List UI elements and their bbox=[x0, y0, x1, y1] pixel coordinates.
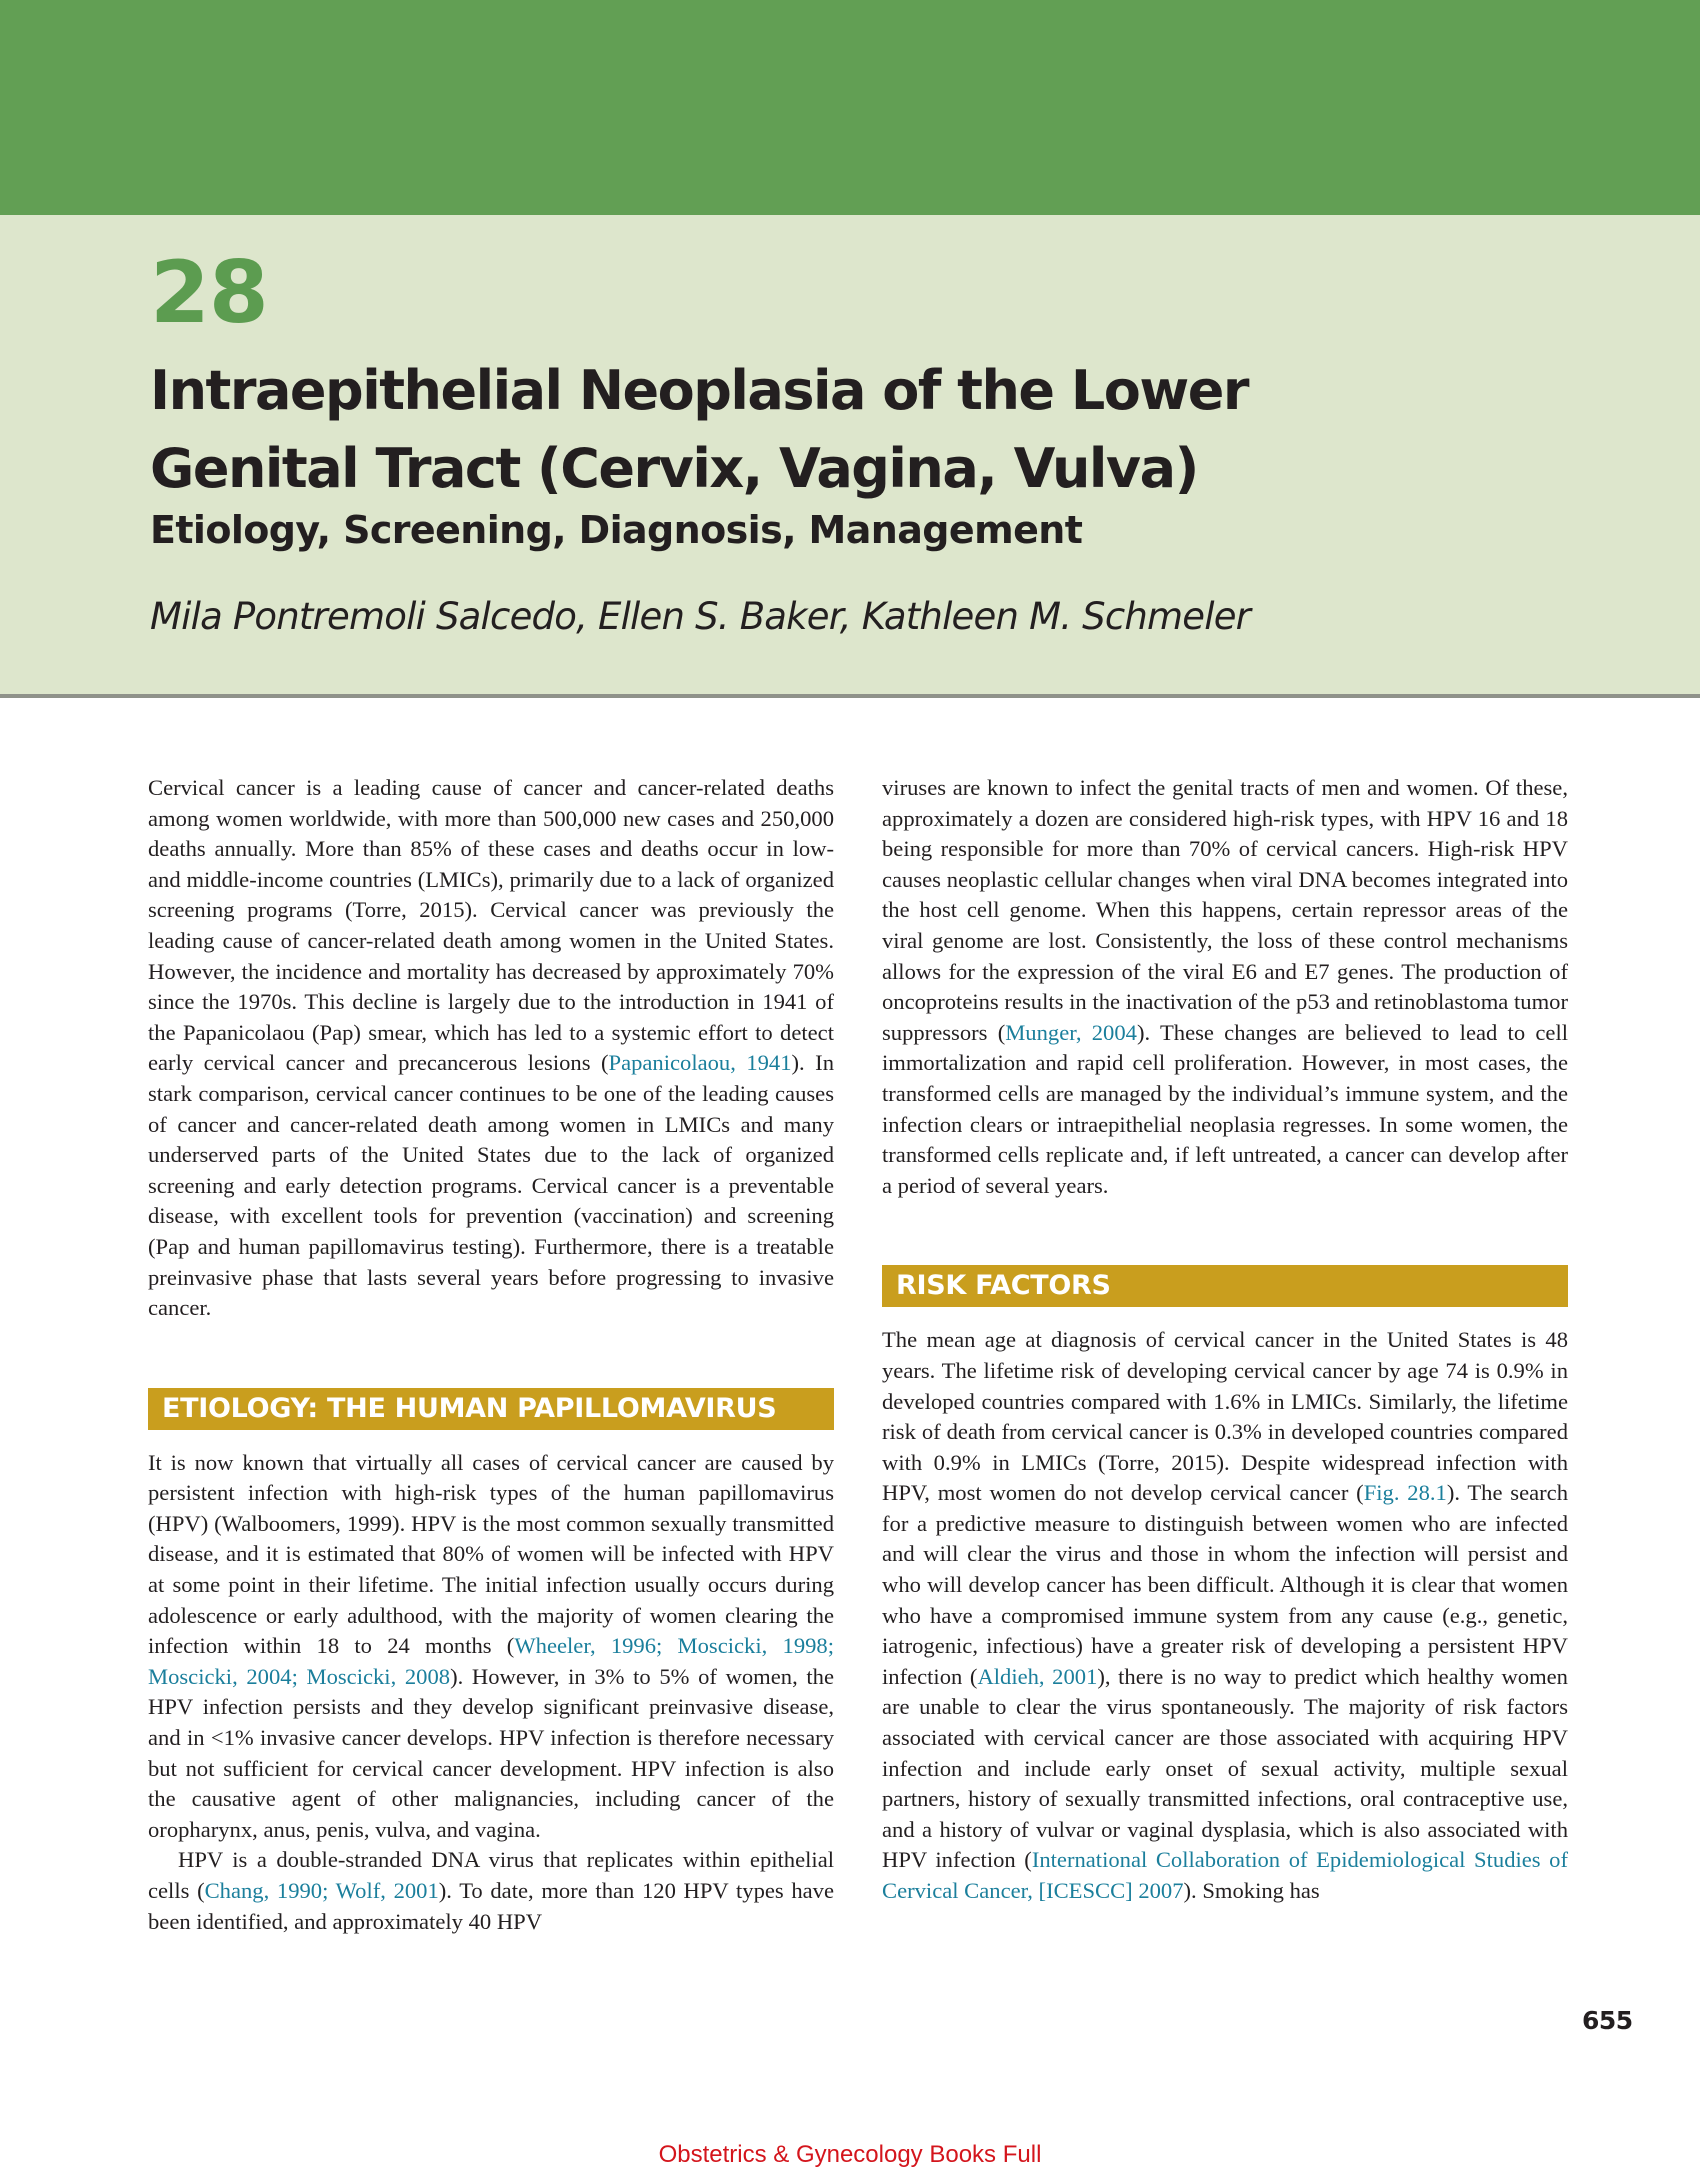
page-number: 655 bbox=[1582, 2006, 1633, 2035]
spacer bbox=[882, 1307, 1568, 1325]
body-text: ). Smoking has bbox=[1183, 1878, 1320, 1903]
intro-text: Cervical cancer is a leading cause of cancer and cancer-related deaths among women worldwide, with more than 500,000 new cases and 250,000 deaths annually. More than 85% of these cases and deaths occur in low- and middle-income countries (LMICs), primarily due to a lack of organized screening programs (Torre, 2015). Cervical cancer was previously the leading cause of cancer-related death among women in the United States. However, the incidence and mortality has decreased by approximately 70% since the 1970s. This decline is largely due to the introduction in 1941 of the Papanicolaou (Pap) smear, which has led to a systemic effort to detect early cervical cancer and precancerous lesions ( bbox=[148, 775, 834, 1076]
header-divider bbox=[0, 694, 1700, 698]
etiology-paragraph-1 bbox=[148, 1448, 834, 1846]
chapter-number: 28 bbox=[150, 243, 268, 343]
body-text: ). However, in 3% to 5% of women, the HPV infection persists and they develop significant preinvasive disease, and in <1% invasive cancer develops. HPV infection is therefore necessary but not sufficient for cervical cancer development. HPV infection is also the causative agent of other malignancies, including cancer of the oropharynx, anus, penis, vulva, and vagina. bbox=[148, 1663, 834, 1842]
left-column bbox=[148, 773, 834, 1937]
body-text: ). The search for a predictive measure to distinguish between women who are infected and will clear the virus and those in whom the infection will persist and who will develop cancer has been difficult. Although it is clear that women who have a compromised immune system from any cause (e.g., genetic, iatrogenic, infectious) have a greater risk of developing a persistent HPV infection ( bbox=[882, 1480, 1568, 1689]
body-text: ). To date, more than 120 HPV types have been identified, and approximately 40 HPV bbox=[148, 1878, 835, 1934]
body-text: HPV is a double-stranded DNA virus that replicates within epithelial cells ( bbox=[148, 1847, 834, 1903]
chapter-title-line-2: Genital Tract (Cervix, Vagina, Vulva) bbox=[150, 437, 1198, 500]
citation-link[interactable]: Fig. 28.1 bbox=[1363, 1480, 1447, 1506]
spacer bbox=[882, 1201, 1568, 1265]
citation-link[interactable]: Chang, 1990; Wolf, 2001 bbox=[204, 1878, 439, 1903]
citation-link[interactable]: Aldieh, 2001 bbox=[977, 1663, 1098, 1689]
section-heading-etiology: ETIOLOGY: THE HUMAN PAPILLOMAVIRUS bbox=[148, 1388, 834, 1430]
footer-watermark: Obstetrics & Gynecology Books Full bbox=[658, 2141, 1042, 2168]
spacer bbox=[148, 1430, 834, 1448]
body-text: It is now known that virtually all cases of cervical cancer are caused by persistent infection with high-risk types of the human papillomavirus (HPV) (Walboomers, 1999). HPV is the most common sexually transmitted disease, and it is estimated that 80% of women will be infected with HPV at some point in their lifetime. The initial infection usually occurs during adolescence or early adulthood, with the majority of women clearing the infection within 18 to 24 months ( bbox=[148, 1449, 834, 1659]
chapter-title bbox=[150, 352, 1248, 508]
citation-link[interactable]: Papanicolaou, 1941 bbox=[608, 1050, 792, 1076]
etiology-paragraph-2 bbox=[148, 1845, 834, 1937]
chapter-authors: Mila Pontremoli Salcedo, Ellen S. Baker, Kathleen M. Schmeler bbox=[150, 595, 1251, 638]
risk-factors-paragraph bbox=[882, 1325, 1568, 1906]
body-text: viruses are known to infect the genital tracts of men and women. Of these, approximately a dozen are considered high-risk types, with HPV 16 and 18 being responsible for more than 70% of cervical cancers. High-risk HPV causes neoplastic cellular changes when viral DNA becomes integrated into the host cell genome. When this happens, certain repressor areas of the viral genome are lost. Consistently, the loss of these control mechanisms allows for the expression of the viral E6 and E7 genes. The production of oncoproteins results in the inactivation of the p53 and retinoblastoma tumor suppressors ( bbox=[882, 775, 1568, 1045]
citation-link[interactable]: International Collaboration of Epidemiological Studies of Cervical Cancer, [ICESCC] 2007 bbox=[882, 1847, 1569, 1903]
right-column bbox=[882, 773, 1568, 1907]
chapter-subtitle: Etiology, Screening, Diagnosis, Management bbox=[150, 508, 1083, 552]
etiology-paragraph-2-continued bbox=[882, 773, 1568, 1201]
chapter-title-line-1: Intraepithelial Neoplasia of the Lower bbox=[150, 359, 1248, 422]
body-text: ), there is no way to predict which healthy women are unable to clear the virus spontaneously. The majority of risk factors associated with cervical cancer are those associated with acquiring HPV infection and include early onset of sexual activity, multiple sexual partners, history of sexually transmitted infections, oral contraceptive use, and a history of vulvar or vaginal dysplasia, which is also associated with HPV infection ( bbox=[882, 1663, 1568, 1873]
intro-paragraph bbox=[148, 773, 834, 1324]
citation-link[interactable]: Munger, 2004 bbox=[1005, 1019, 1137, 1045]
citation-link[interactable]: Wheeler, 1996; Moscicki, 1998; Moscicki, 2004; Moscicki, 2008 bbox=[148, 1633, 834, 1689]
section-heading-risk-factors: RISK FACTORS bbox=[882, 1265, 1568, 1307]
body-text: The mean age at diagnosis of cervical cancer in the United States is 48 years. The lifetime risk of developing cervical cancer by age 74 is 0.9% in developed countries compared with 1.6% in LMICs. Similarly, the lifetime risk of death from cervical cancer is 0.3% in developed countries compared with 0.9% in LMICs (Torre, 2015). Despite widespread infection with HPV, most women do not develop cervical cancer ( bbox=[882, 1327, 1568, 1506]
spacer bbox=[148, 1324, 834, 1388]
body-text: ). These changes are believed to lead to cell immortalization and rapid cell proliferation. However, in most cases, the transformed cells are managed by the individual’s immune system, and the infection clears or intraepithelial neoplasia regresses. In some women, the transformed cells replicate and, if left untreated, a cancer can develop after a period of several years. bbox=[882, 1019, 1568, 1198]
header-top-band bbox=[0, 0, 1700, 215]
intro-text: ). In stark comparison, cervical cancer continues to be one of the leading causes of cancer and cancer-related death among women in LMICs and many underserved parts of the United States due to the lack of organized screening and early detection programs. Cervical cancer is a preventable disease, with excellent tools for prevention (vaccination) and screening (Pap and human papillomavirus testing). Furthermore, there is a treatable preinvasive phase that lasts several years before progressing to invasive cancer. bbox=[148, 1050, 834, 1321]
